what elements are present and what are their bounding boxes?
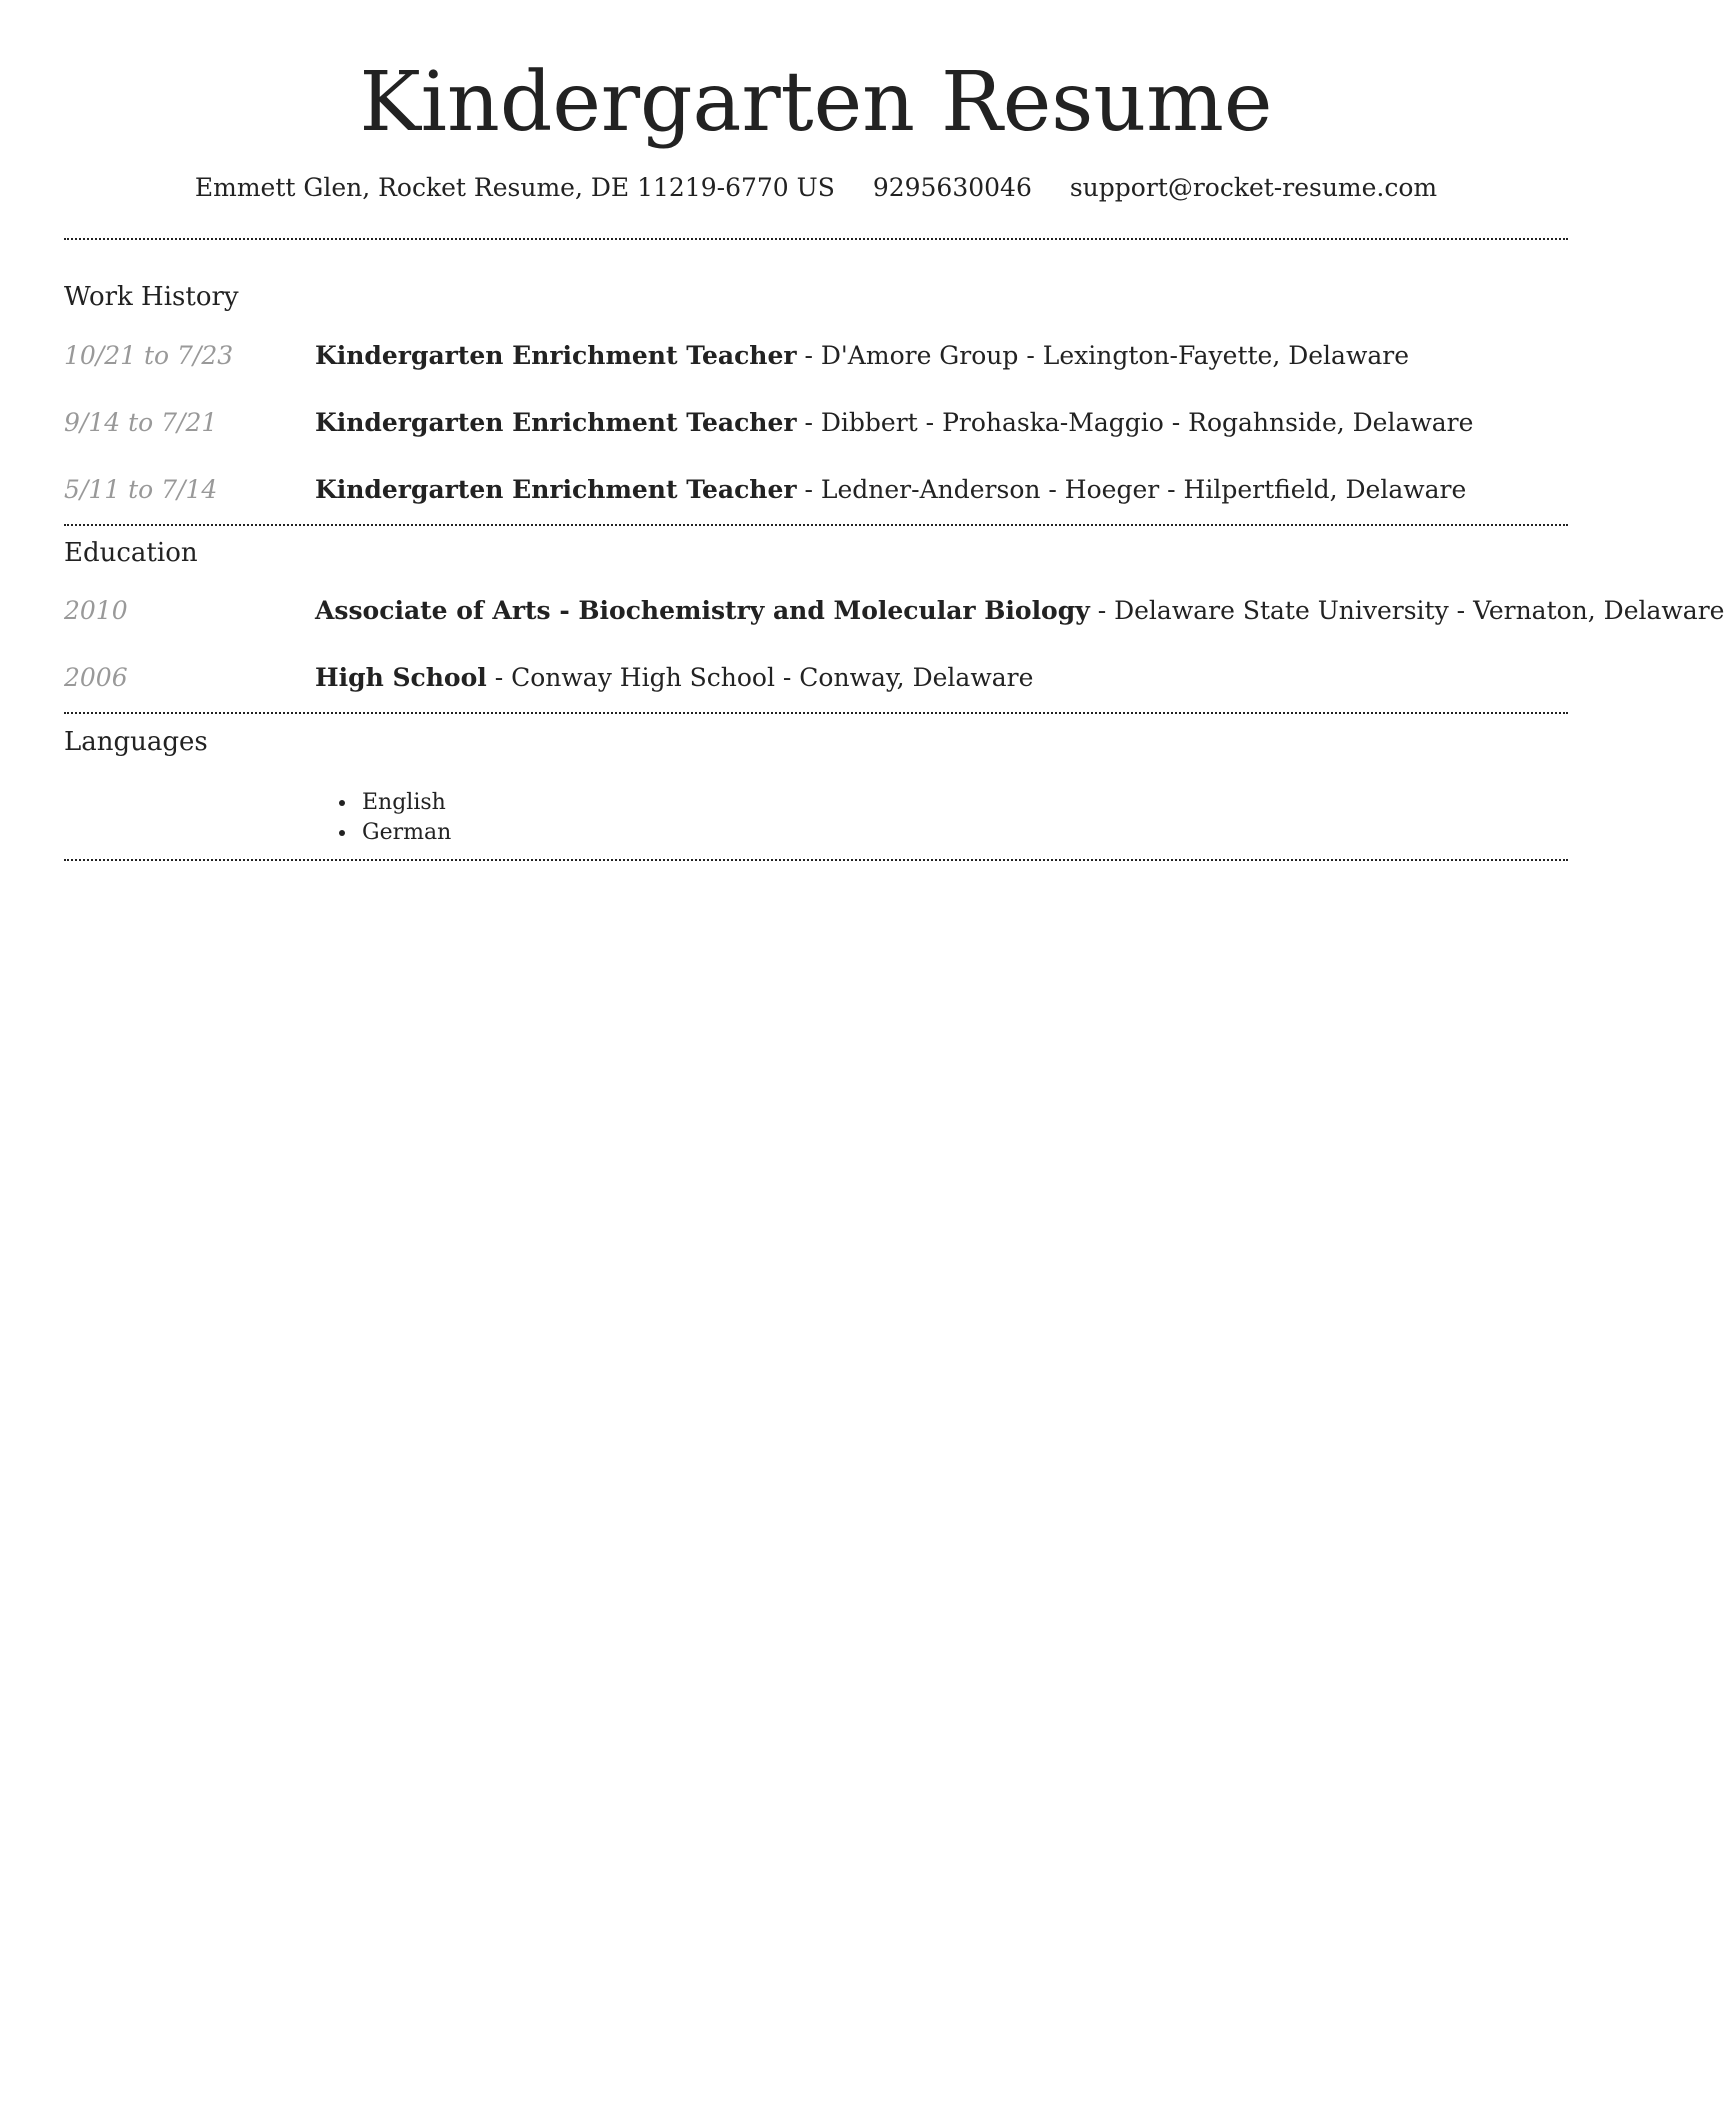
education-heading: Education bbox=[64, 538, 198, 568]
education-entry-degree: High School bbox=[315, 663, 487, 692]
languages-divider bbox=[64, 859, 1568, 861]
work-entry-description bbox=[315, 403, 1473, 443]
languages-heading: Languages bbox=[64, 727, 208, 757]
languages-list bbox=[330, 788, 451, 848]
work-entry-role: Kindergarten Enrichment Teacher bbox=[315, 408, 797, 437]
education-entry bbox=[64, 591, 1724, 631]
work-history-heading: Work History bbox=[64, 282, 239, 312]
contact-info bbox=[0, 168, 1632, 208]
education-entry-details: - Conway High School - Conway, Delaware bbox=[486, 663, 1034, 692]
resume-title: Kindergarten Resume bbox=[359, 55, 1273, 150]
contact-address: Emmett Glen, Rocket Resume, DE 11219-6770 US bbox=[194, 173, 835, 202]
language-item: • English bbox=[358, 788, 451, 818]
education-entry-date: 2010 bbox=[64, 596, 128, 625]
work-entry-date: 9/14 to 7/21 bbox=[64, 408, 218, 437]
education-divider bbox=[64, 712, 1568, 714]
language-item: • German bbox=[358, 818, 451, 848]
education-entry-description bbox=[315, 591, 1724, 631]
work-entry bbox=[64, 470, 1568, 510]
education-entry-degree: Associate of Arts - Biochemistry and Molecular Biology bbox=[315, 596, 1090, 625]
header-divider bbox=[64, 238, 1568, 240]
education-entry-description bbox=[315, 658, 1033, 698]
education-entry-date: 2006 bbox=[64, 663, 128, 692]
work-entry-role: Kindergarten Enrichment Teacher bbox=[315, 341, 797, 370]
work-entry-details: - Ledner-Anderson - Hoeger - Hilpertfield, Delaware bbox=[796, 475, 1467, 504]
work-entry-details: - D'Amore Group - Lexington-Fayette, Delaware bbox=[796, 341, 1410, 370]
education-entry-details: - Delaware State University - Vernaton, Delaware bbox=[1089, 596, 1724, 625]
work-entry-date: 5/11 to 7/14 bbox=[64, 475, 218, 504]
work-entry bbox=[64, 336, 1568, 376]
work-entry bbox=[64, 403, 1568, 443]
work-entry-role: Kindergarten Enrichment Teacher bbox=[315, 475, 797, 504]
work-entry-details: - Dibbert - Prohaska-Maggio - Rogahnside, Delaware bbox=[796, 408, 1474, 437]
work-entry-description bbox=[315, 336, 1409, 376]
contact-phone[interactable]: 9295630046 bbox=[872, 173, 1032, 202]
education-entry bbox=[64, 658, 1568, 698]
work-entry-description bbox=[315, 470, 1466, 510]
work-entry-date: 10/21 to 7/23 bbox=[64, 341, 234, 370]
work-history-divider bbox=[64, 524, 1568, 526]
contact-email[interactable]: support@rocket-resume.com bbox=[1069, 173, 1438, 202]
